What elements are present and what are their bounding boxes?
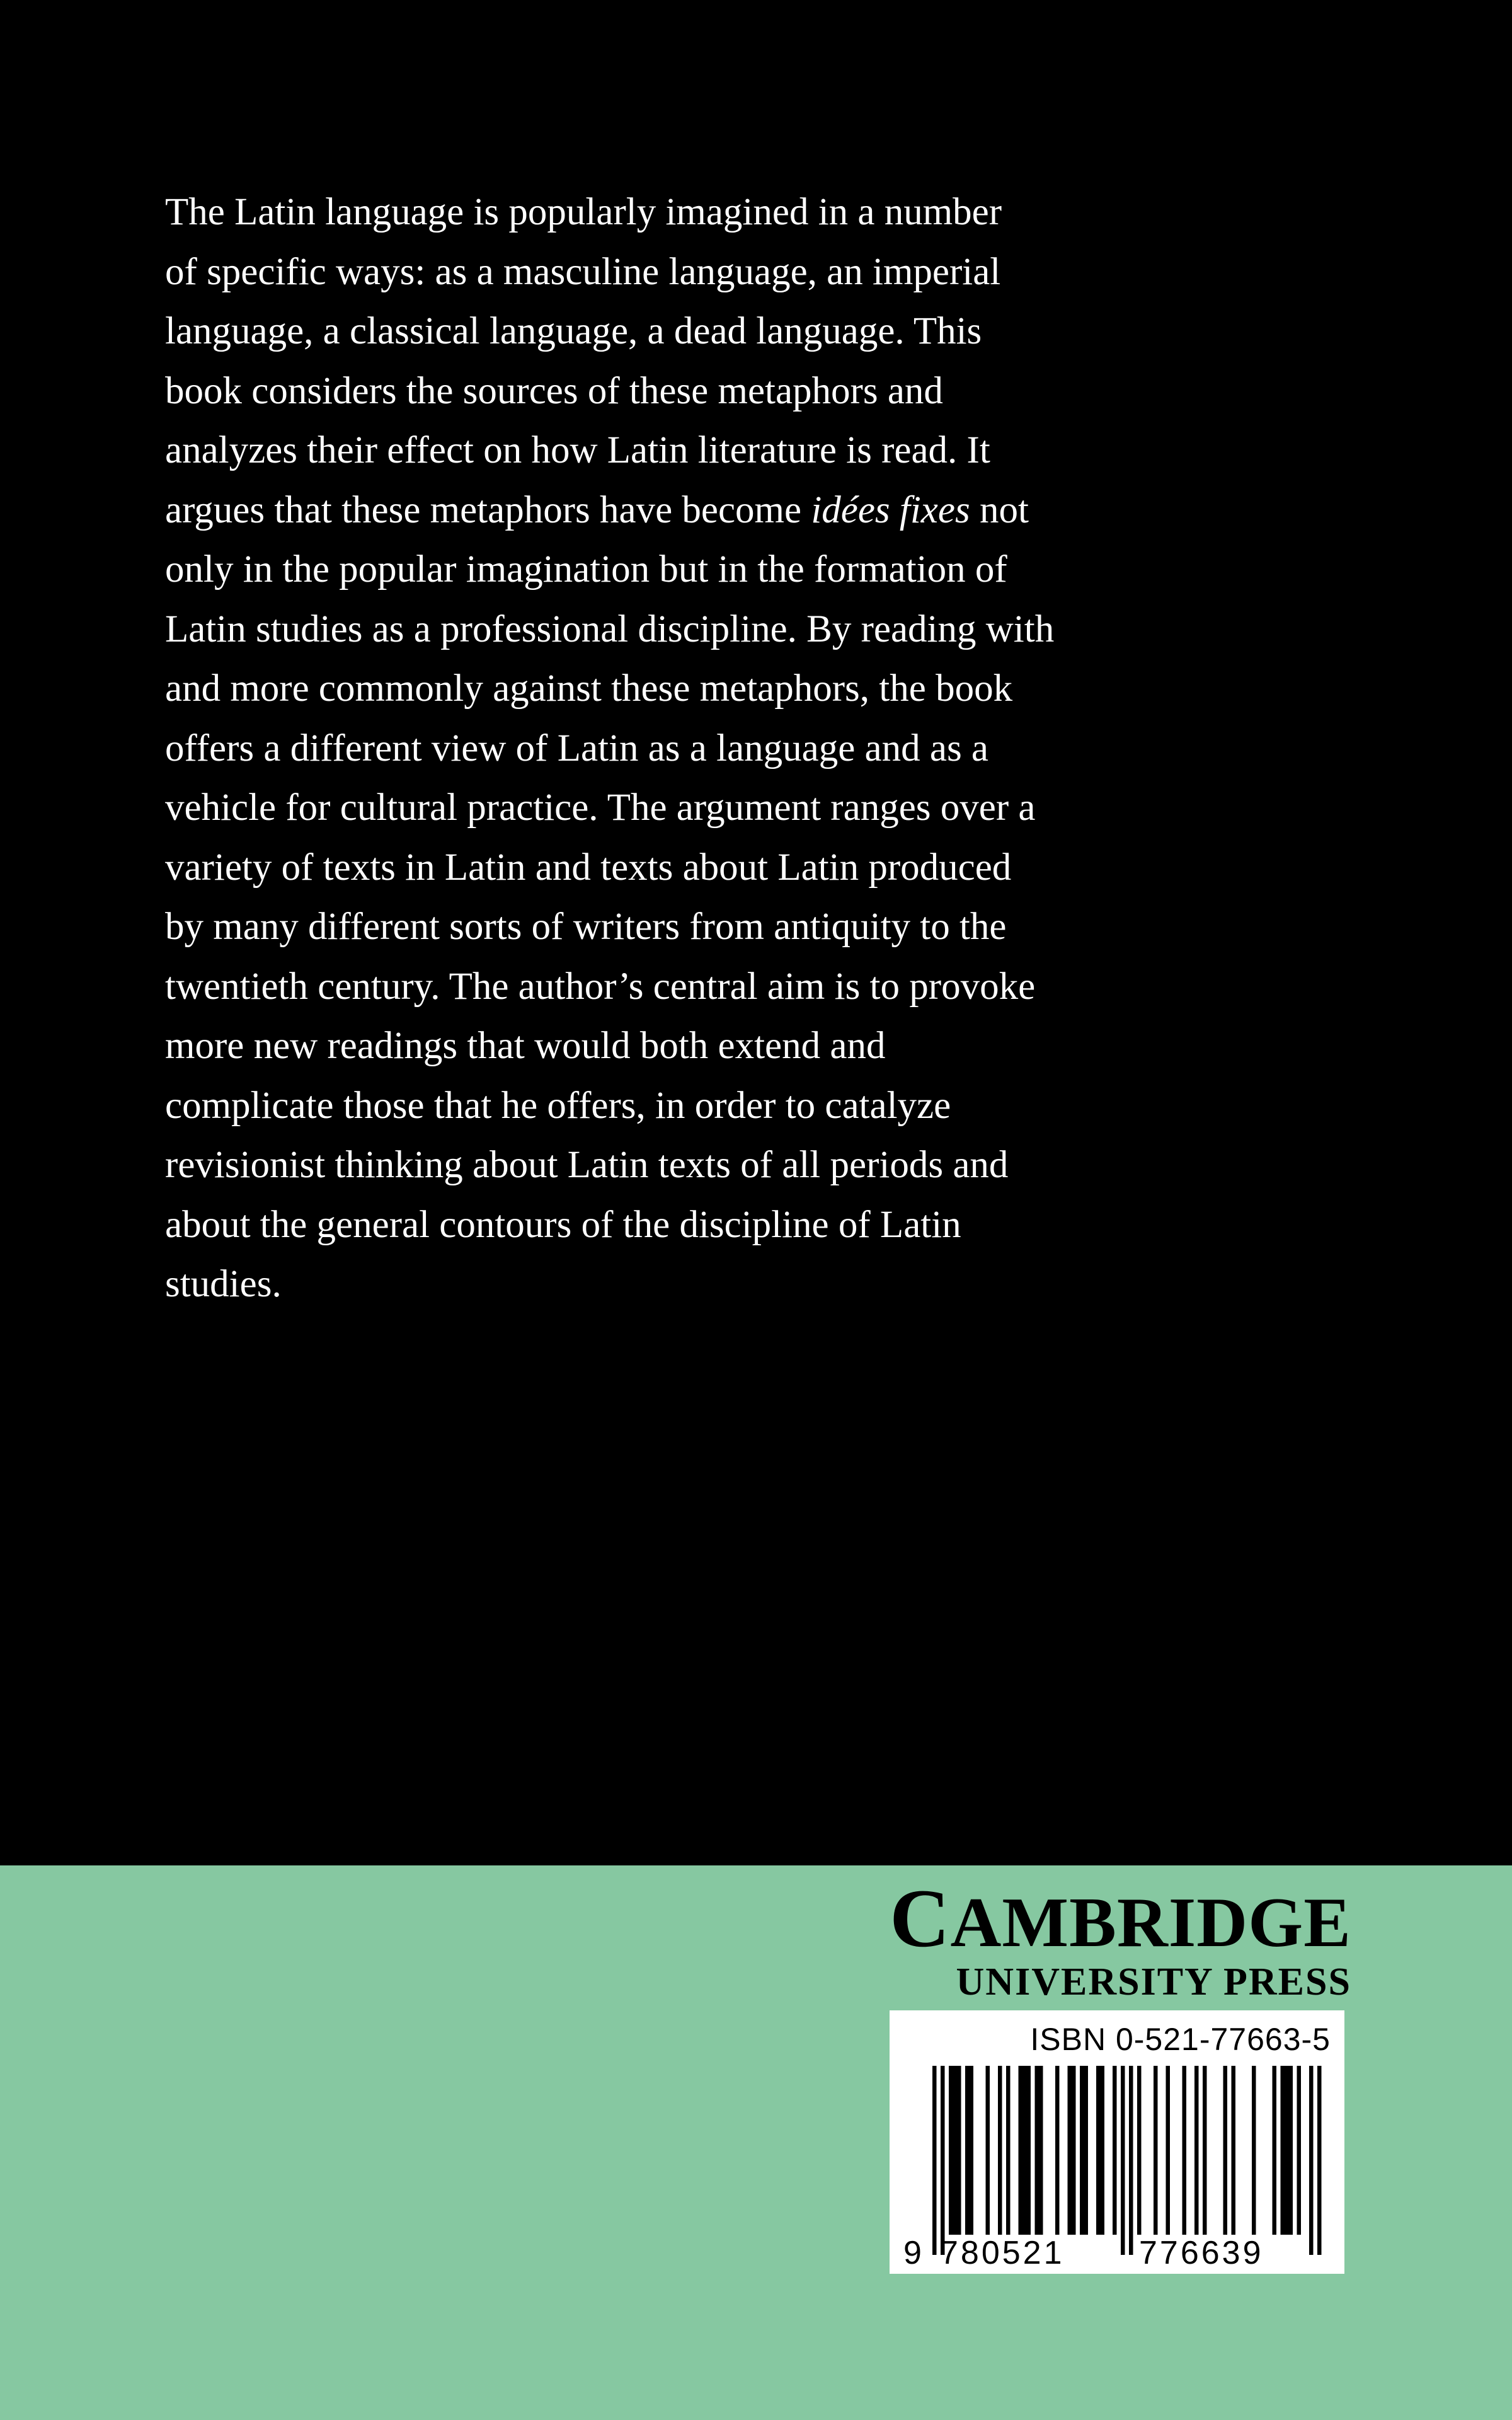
blurb-line: offers a different view of Latin as a language and as a [165, 727, 989, 769]
barcode-bar [1101, 2066, 1105, 2235]
barcode-bar [949, 2066, 953, 2235]
barcode-bar [1194, 2066, 1199, 2235]
barcode-bar [1113, 2066, 1117, 2235]
barcode-bar [986, 2066, 990, 2235]
barcode-bar [1022, 2066, 1027, 2235]
barcode-bar [1068, 2066, 1072, 2235]
barcode-bar [965, 2066, 970, 2235]
blurb-line-segment: argues that these metaphors have become [165, 488, 811, 531]
publisher-name-initial: C [890, 1872, 951, 1964]
barcode-bar [1281, 2066, 1285, 2235]
blurb-line: more new readings that would both extend and [165, 1025, 886, 1067]
blurb-line: Latin studies as a professional discipline. By reading with [165, 608, 1055, 650]
barcode-guard-bar [932, 2066, 937, 2255]
publisher-name-rest: AMBRIDGE [950, 1884, 1351, 1962]
barcode-bar [1183, 2066, 1187, 2235]
blurb-line: book considers the sources of these metaphors and [165, 369, 943, 412]
blurb-line: about the general contours of the discipline of Latin [165, 1203, 961, 1246]
barcode-bar [1289, 2066, 1293, 2235]
blurb-line-segment: not [970, 488, 1029, 531]
barcode-first-digit: 9 [903, 2235, 922, 2271]
barcode-bar [1006, 2066, 1011, 2235]
barcode-bar [1285, 2066, 1289, 2235]
barcode-bar [1080, 2066, 1084, 2235]
barcode-bar [957, 2066, 961, 2235]
blurb-line: vehicle for cultural practice. The argument ranges over a [165, 786, 1036, 829]
barcode-bar [1072, 2066, 1076, 2235]
barcode-bars [932, 2066, 1322, 2255]
publisher-name [885, 1872, 1351, 1964]
barcode-bar [953, 2066, 958, 2235]
barcode-guard-bar [1129, 2066, 1133, 2255]
publisher-logo [885, 1872, 1351, 2004]
barcode-bar [1203, 2066, 1207, 2235]
blurb-line: The Latin language is popularly imagined in a number [165, 191, 1002, 233]
blurb-line: only in the popular imagination but in the formation of [165, 548, 1007, 591]
barcode-bar [1297, 2066, 1302, 2235]
barcode-bar [970, 2066, 974, 2235]
barcode-bar [1084, 2066, 1089, 2235]
barcode-bar [1096, 2066, 1101, 2235]
blurb-line: language, a classical language, a dead language. This [165, 310, 982, 352]
blurb-line: studies. [165, 1263, 282, 1305]
blurb-line [165, 481, 1236, 541]
barcode-bar [1035, 2066, 1040, 2235]
barcode-bar [1137, 2066, 1142, 2235]
barcode-bar [1039, 2066, 1043, 2235]
blurb-text [165, 183, 1236, 1315]
barcode-graphic [890, 2010, 1344, 2274]
barcode-bar [1223, 2066, 1228, 2235]
barcode-bar [1154, 2066, 1158, 2235]
blurb-line: twentieth century. The author’s central aim is to provoke [165, 965, 1036, 1008]
barcode-guard-bar [1309, 2066, 1314, 2255]
barcode-bar [998, 2066, 1002, 2235]
barcode-guard-bar [1317, 2066, 1322, 2255]
blurb-line: and more commonly against these metaphors, the book [165, 667, 1013, 710]
blurb-line: complicate those that he offers, in order to catalyze [165, 1084, 951, 1127]
barcode-right-digits: 776639 [1139, 2235, 1264, 2271]
barcode-bar [1055, 2066, 1060, 2235]
barcode-guard-bar [1121, 2066, 1125, 2255]
barcode-bar [1273, 2066, 1277, 2235]
barcode-left-digits: 780521 [940, 2235, 1065, 2271]
barcode-bar [1027, 2066, 1031, 2235]
blurb-line: variety of texts in Latin and texts about Latin produced [165, 846, 1012, 889]
blurb-line: by many different sorts of writers from antiquity to the [165, 906, 1007, 948]
isbn-label: ISBN 0-521-77663-5 [1030, 2022, 1331, 2057]
barcode-bar [1019, 2066, 1023, 2235]
barcode-guard-bar [941, 2066, 945, 2255]
barcode-bar [1232, 2066, 1236, 2235]
blurb-italic-phrase: idées fixes [811, 488, 970, 531]
barcode-bar [1252, 2066, 1256, 2235]
publisher-subtitle: UNIVERSITY PRESS [956, 1961, 1351, 2003]
blurb-line: analyzes their effect on how Latin literature is read. It [165, 429, 990, 471]
barcode-panel [890, 2010, 1344, 2274]
blurb-line: of specific ways: as a masculine language, an imperial [165, 250, 1001, 293]
blurb-line: revisionist thinking about Latin texts of all periods and [165, 1144, 1009, 1186]
barcode-bar [1166, 2066, 1171, 2235]
